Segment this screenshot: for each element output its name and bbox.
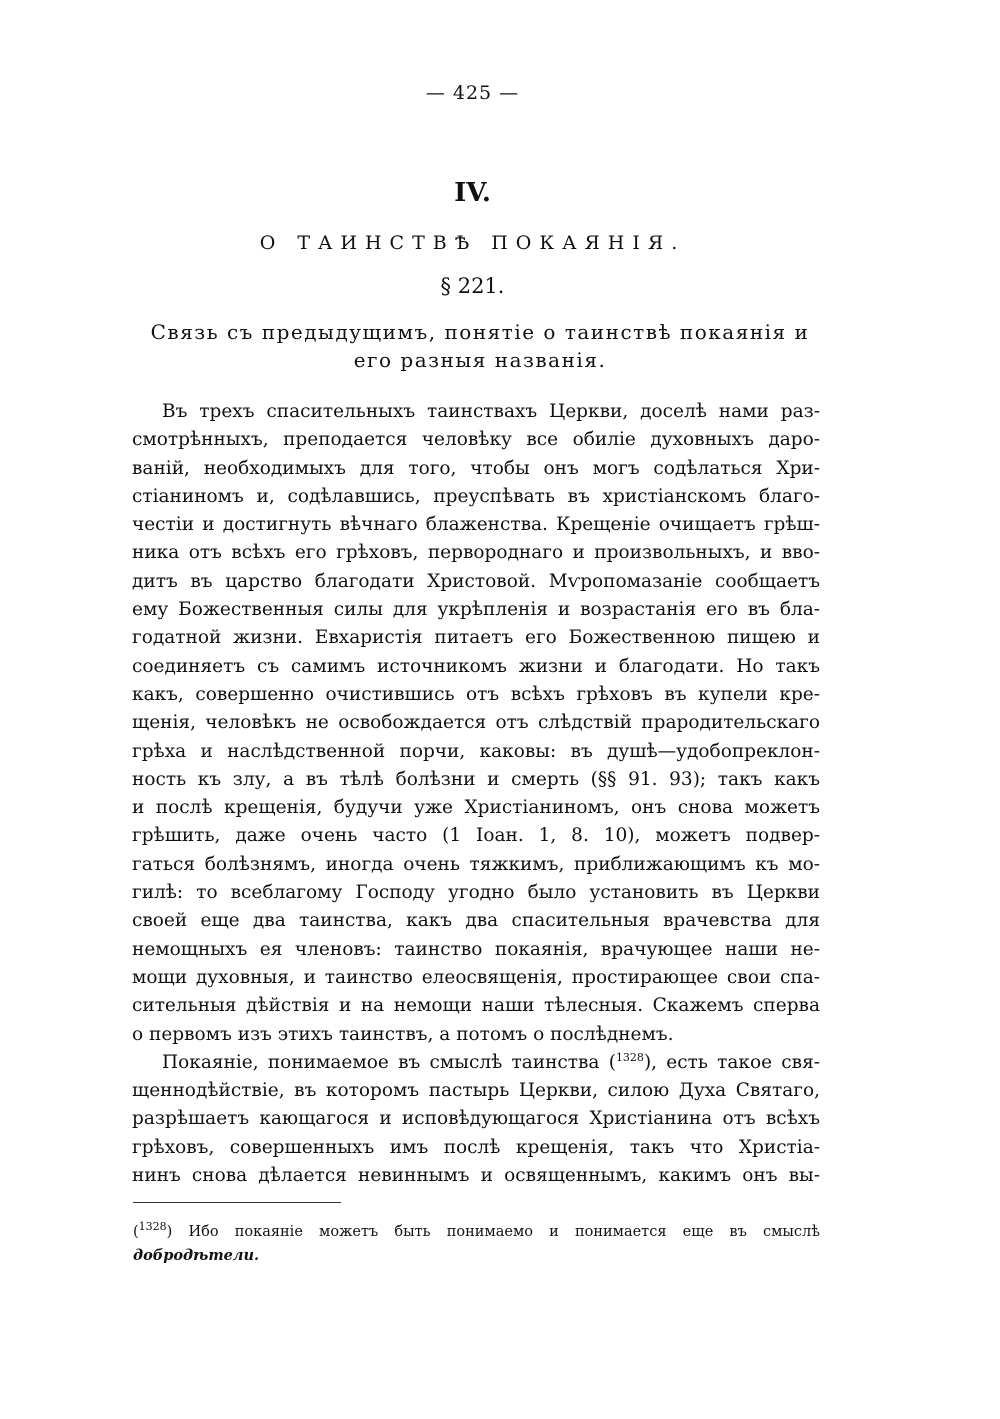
- paragraph-1-line: какъ, совершенно очистившись отъ всѣхъ грѣховъ въ купели кре-: [132, 683, 820, 705]
- paragraph-1-line: гаться болѣзнямъ, иногда очень тяжкимъ, приближающимъ къ мо-: [132, 853, 820, 875]
- footnote-line: [133, 1220, 820, 1244]
- page-number: — 425 —: [425, 82, 520, 104]
- paragraph-1-line: своей еще два таинства, какъ два спасительныя врачевства для: [132, 910, 820, 932]
- chapter-title: О ТАИНСТВѢ ПОКАЯНІЯ.: [259, 232, 686, 254]
- paragraph-2: [132, 1049, 820, 1190]
- footnote-paren: ): [166, 1224, 173, 1240]
- paragraph-1-line: щенія, человѣкъ не освобождается отъ слѣдствій прародительскаго: [132, 712, 820, 734]
- paragraph-1-line: грѣха и наслѣдственной порчи, каковы: въ душѣ—удобопреклон-: [132, 740, 820, 762]
- footnote-text: Ибо покаяніе можетъ быть понимаемо и понимается еще въ смыслѣ: [172, 1224, 820, 1240]
- paragraph-1-line: ему Божественныя силы для укрѣпленія и возрастанія его въ бла-: [132, 599, 820, 621]
- footnote-divider: [133, 1202, 341, 1203]
- paragraph-1-line: Въ трехъ спасительныхъ таинствахъ Церкви, доселѣ нами раз-: [162, 401, 820, 422]
- paragraph-1-line: немощныхъ ея членовъ: таинство покаянія, врачующее наши не-: [132, 938, 820, 960]
- paragraph-1-line: ность къ злу, а въ тѣлѣ болѣзни и смерть (§§ 91. 93); такъ какъ: [132, 768, 820, 790]
- paragraph-1-line: ваній, необходимыхъ для того, чтобы онъ могъ содѣлаться Хри-: [132, 457, 820, 479]
- paragraph-2-line: нинъ снова дѣлается невиннымъ и освященнымъ, какимъ онъ вы-: [132, 1165, 820, 1187]
- paragraph-2-text: ), есть такое свя-: [643, 1051, 820, 1073]
- footnote-ref[interactable]: 1328: [615, 1050, 644, 1064]
- footnote-paren: (: [133, 1224, 139, 1240]
- paragraph-2-line: разрѣшаетъ кающагося и исповѣдующагося Христіанина отъ всѣхъ: [132, 1108, 820, 1130]
- paragraph-1-line: стіаниномъ и, содѣлавшись, преуспѣвать въ христіанскомъ благо-: [132, 485, 820, 507]
- paragraph-1-line: о первомъ изъ этихъ таинствъ, а потомъ о послѣднемъ.: [132, 1023, 674, 1045]
- footnote-line: добродѣтели.: [133, 1247, 260, 1264]
- section-number: § 221.: [440, 274, 505, 298]
- paragraph-1-line: ника отъ всѣхъ его грѣховъ, первороднаго и произвольныхъ, и вво-: [132, 542, 820, 564]
- paragraph-1-line: честіи и достигнуть вѣчнаго блаженства. Крещеніе очищаетъ грѣш-: [132, 514, 820, 536]
- body-text: [132, 398, 820, 1190]
- paragraph-1-line: смотрѣнныхъ, преподается человѣку все обиліе духовныхъ даро-: [132, 429, 820, 451]
- paragraph-2-line: [132, 1049, 820, 1077]
- chapter-numeral: IV.: [454, 178, 491, 208]
- paragraph-1-line: сительныя дѣйствія и на немощи наши тѣлесныя. Скажемъ сперва: [132, 995, 820, 1017]
- paragraph-1: [132, 398, 820, 1049]
- footnote-number: 1328: [138, 1220, 167, 1234]
- paragraph-1-line: грѣшить, даже очень часто (1 Іоан. 1, 8. 10), можетъ подвер-: [132, 825, 820, 847]
- footnote: [133, 1220, 820, 1268]
- paragraph-1-line: годатной жизни. Евхаристія питаетъ его Божественною пищею и: [132, 627, 820, 649]
- paragraph-1-line: мощи духовныя, и таинство елеосвященія, простирающее свои спа-: [132, 966, 820, 988]
- paragraph-1-line: соединяетъ съ самимъ источникомъ жизни и благодати. Но такъ: [132, 655, 820, 677]
- paragraph-2-line: грѣховъ, совершенныхъ имъ послѣ крещенія, такъ что Христіа-: [132, 1136, 820, 1158]
- paragraph-1-line: гилѣ: то всеблагому Господу угодно было установить въ Церкви: [132, 882, 820, 904]
- paragraph-1-line: и послѣ крещенія, будучи уже Христіаниномъ, онъ снова можетъ: [132, 797, 820, 819]
- paragraph-2-text: Покаяніе, понимаемое въ смыслѣ таинства (: [162, 1051, 616, 1073]
- paragraph-2-line: щеннодѣйствіе, въ которомъ пастырь Церкви, силою Духа Святаго,: [132, 1080, 820, 1102]
- section-title: Связь съ предыдущимъ, понятіе о таинствѣ покаянія и его разныя названія.: [150, 320, 810, 372]
- paragraph-1-line: дитъ въ царство благодати Христовой. Мѵропомазаніе сообщаетъ: [132, 570, 820, 592]
